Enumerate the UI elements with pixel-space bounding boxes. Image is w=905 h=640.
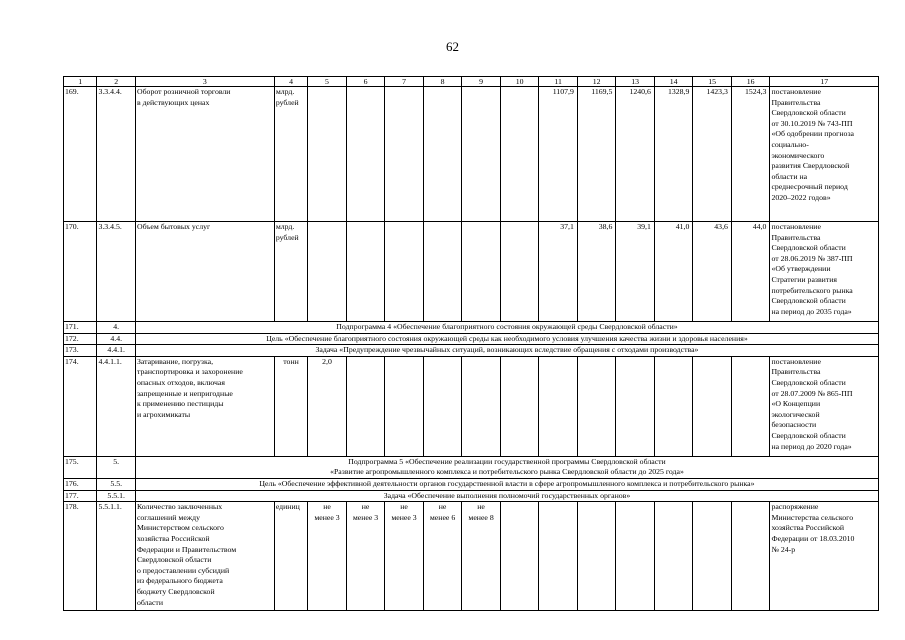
value-cell: 1524,3 [731,87,770,222]
row-number: 170. [64,222,97,322]
value-cell [385,87,424,222]
value-cell [500,222,539,322]
value-cell [462,87,501,222]
row-code: 4.4.1.1. [97,356,136,456]
value-cell [385,222,424,322]
subprogram-title: Подпрограмма 4 «Обеспечение благоприятного состояния окружающей среды Свердловской области» [135,322,878,334]
header-cell: 15 [693,77,732,87]
header-cell: 13 [616,77,655,87]
unit-cell: млрд. рублей [274,222,307,322]
table-row [64,502,879,611]
value-cell [346,222,385,322]
page-number: 62 [446,39,459,54]
source-document: распоряжение Министерства сельского хозяйства Российской Федерации от 18.03.2010 № 24-р [770,502,879,611]
value-cell [423,356,462,456]
value-cell [616,502,655,611]
value-cell [577,356,616,456]
value-cell: 1240,6 [616,87,655,222]
value-cell [346,356,385,456]
header-cell: 12 [577,77,616,87]
value-cell [539,502,578,611]
value-cell: 41,0 [654,222,693,322]
value-cell: 39,1 [616,222,655,322]
subprogram-title: Подпрограмма 5 «Обеспечение реализации государственной программы Свердловской области «Развитие агропромышленного комплекса и потребительского рынка Свердловской области до 2025 года» [135,456,878,478]
value-cell: 38,6 [577,222,616,322]
task-title: Задача «Обеспечение выполнения полномочий государственных органов» [135,490,878,502]
unit-cell: единиц [274,502,307,611]
row-number: 174. [64,356,97,456]
header-cell: 5 [308,77,347,87]
table-row [64,345,879,357]
unit-cell: тонн [274,356,307,456]
row-code: 5.5.1. [97,490,136,502]
value-cell [693,356,732,456]
value-cell [654,502,693,611]
indicator-name: Оборот розничной торговли в действующих ценах [135,87,274,222]
row-number: 177. [64,490,97,502]
value-cell: не менее 3 [346,502,385,611]
value-cell: 43,6 [693,222,732,322]
value-cell: 2,0 [308,356,347,456]
value-cell [731,502,770,611]
row-code: 5.5.1.1. [97,502,136,611]
row-code: 3.3.4.5. [97,222,136,322]
value-cell [308,87,347,222]
value-cell [462,356,501,456]
value-cell: 44,0 [731,222,770,322]
column-number-row [64,77,879,87]
row-number: 171. [64,322,97,334]
row-number: 173. [64,345,97,357]
header-cell: 10 [500,77,539,87]
header-cell: 16 [731,77,770,87]
indicators-table [63,76,879,611]
value-cell [500,87,539,222]
value-cell: не менее 3 [385,502,424,611]
value-cell [385,356,424,456]
row-code: 4.4.1. [97,345,136,357]
row-number: 172. [64,333,97,345]
row-code: 4. [97,322,136,334]
header-cell: 1 [64,77,97,87]
value-cell: 1107,9 [539,87,578,222]
header-cell: 17 [770,77,879,87]
table-row [64,490,879,502]
header-cell: 8 [423,77,462,87]
value-cell [500,502,539,611]
header-cell: 14 [654,77,693,87]
header-cell: 4 [274,77,307,87]
value-cell: не менее 8 [462,502,501,611]
value-cell [423,87,462,222]
value-cell: 1328,9 [654,87,693,222]
row-code: 5. [97,456,136,478]
table-row [64,456,879,478]
header-cell: 7 [385,77,424,87]
value-cell: не менее 3 [308,502,347,611]
value-cell: 1423,3 [693,87,732,222]
value-cell: не менее 6 [423,502,462,611]
value-cell: 37,1 [539,222,578,322]
value-cell [731,356,770,456]
row-number: 175. [64,456,97,478]
value-cell: 1169,5 [577,87,616,222]
table-row [64,87,879,222]
value-cell [346,87,385,222]
value-cell [539,356,578,456]
value-cell [308,222,347,322]
table-row [64,322,879,334]
goal-title: Цель «Обеспечение благоприятного состояния окружающей среды как необходимого условия улучшения качества жизни и здоровья населения» [135,333,878,345]
header-cell: 9 [462,77,501,87]
source-document: постановление Правительства Свердловской области от 30.10.2019 № 743-ПП «Об одобрении прогноза социально- экономического развития Свердловской области на среднесрочный период 2020–2022 годов» [770,87,879,222]
goal-title: Цель «Обеспечение эффективной деятельности органов государственной власти в сфере агропромышленного комплекса и потребительского рынка» [135,478,878,490]
value-cell [577,502,616,611]
header-cell: 3 [135,77,274,87]
value-cell [423,222,462,322]
unit-cell: млрд. рублей [274,87,307,222]
value-cell [462,222,501,322]
header-cell: 2 [97,77,136,87]
indicator-name: Затаривание, погрузка, транспортировка и захоронение опасных отходов, включая запрещенные и непригодные к применению пестициды и агрохимикаты [135,356,274,456]
source-document: постановление Правительства Свердловской области от 28.07.2009 № 865-ПП «О Концепции экологической безопасности Свердловской области на период до 2020 года» [770,356,879,456]
table-row [64,222,879,322]
indicator-name: Количество заключенных соглашений между Министерством сельского хозяйства Российской Федерации и Правительством Свердловской области о предоставлении субсидий из федерального бюджета бюджету Свердловской области [135,502,274,611]
value-cell [693,502,732,611]
row-number: 176. [64,478,97,490]
value-cell [654,356,693,456]
value-cell [616,356,655,456]
row-number: 178. [64,502,97,611]
row-number: 169. [64,87,97,222]
header-cell: 11 [539,77,578,87]
header-cell: 6 [346,77,385,87]
table-row [64,478,879,490]
row-code: 4.4. [97,333,136,345]
source-document: постановление Правительства Свердловской области от 28.06.2019 № 387-ПП «Об утверждении Стратегии развития потребительского рынка Свердловской области на период до 2035 года» [770,222,879,322]
row-code: 5.5. [97,478,136,490]
table-row [64,356,879,456]
value-cell [500,356,539,456]
task-title: Задача «Предупреждение чрезвычайных ситуаций, возникающих вследствие обращения с отходами производства» [135,345,878,357]
table-row [64,333,879,345]
row-code: 3.3.4.4. [97,87,136,222]
indicator-name: Объем бытовых услуг [135,222,274,322]
